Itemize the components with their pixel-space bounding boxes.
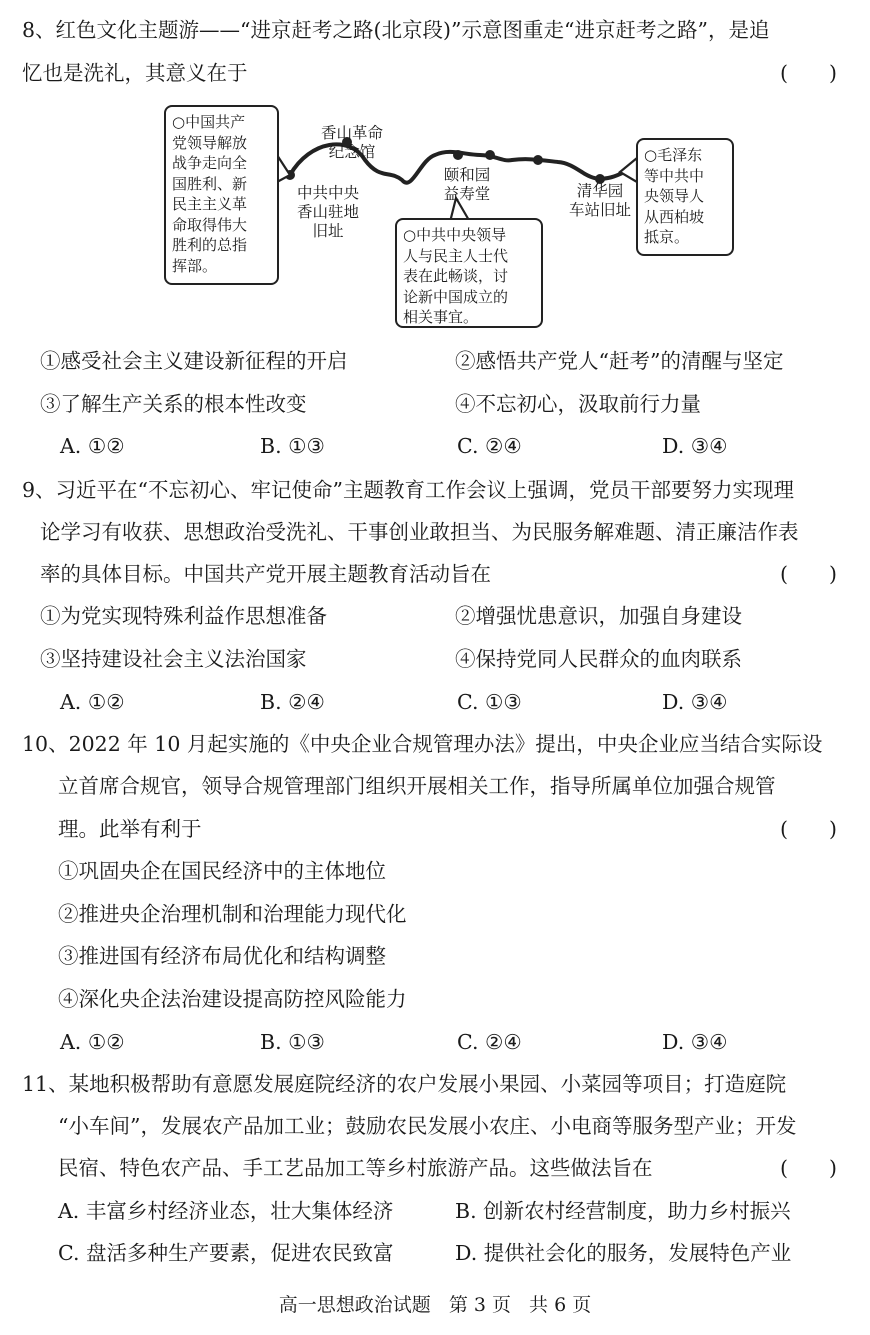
label-xiangshan-memorial: 香山革命 纪念馆 [320, 124, 383, 161]
footer-total-pages: 共 6 页 [529, 1294, 592, 1316]
q8-choice-c: C. ②④ [457, 434, 522, 458]
q10-option-2: ②推进央企治理机制和治理能力现代化 [58, 902, 407, 926]
q8-answer-paren: ( ) [780, 61, 837, 85]
stop-yiheyuan-1 [453, 150, 463, 160]
q10-option-1: ①巩固央企在国民经济中的主体地位 [58, 859, 386, 883]
q8-stem-line1: 8、红色文化主题游——“进京赶考之路(北京段)”示意图重走“进京赶考之路”，是追 [22, 18, 770, 42]
q10-option-3: ③推进国有经济布局优化和结构调整 [58, 944, 386, 968]
note-box-middle: ○中共中央领导 人与民主人士代 表在此畅谈，讨 论新中国成立的 相关事宜。 [395, 218, 543, 328]
q9-option-4: ④保持党同人民群众的血肉联系 [455, 647, 742, 671]
q9-stem-line2: 论学习有收获、思想政治受洗礼、干事创业敢担当、为民服务解难题、清正廉洁作表 [40, 520, 799, 544]
q9-option-3: ③坚持建设社会主义法治国家 [40, 647, 307, 671]
q10-choice-d: D. ③④ [662, 1030, 728, 1054]
q8-stem-line2: 忆也是洗礼，其意义在于 [22, 61, 248, 85]
q9-choice-a: A. ①② [60, 690, 125, 714]
q8-option-2: ②感悟共产党人“赶考”的清醒与坚定 [455, 349, 784, 373]
stop-yiheyuan-2 [485, 150, 495, 160]
q9-choice-b: B. ②④ [260, 690, 325, 714]
q10-choice-b: B. ①③ [260, 1030, 325, 1054]
q8-option-4: ④不忘初心，汲取前行力量 [455, 392, 701, 416]
q11-choice-b: B. 创新农村经营制度，助力乡村振兴 [455, 1199, 791, 1223]
q10-choice-c: C. ②④ [457, 1030, 522, 1054]
page-footer [0, 1290, 870, 1317]
q11-answer-paren: ( ) [780, 1156, 837, 1180]
q9-stem-line1: 9、习近平在“不忘初心、牢记使命”主题教育工作会议上强调，党员干部要努力实现理 [22, 478, 795, 502]
q9-choice-c: C. ①③ [457, 690, 522, 714]
q10-stem-line2: 立首席合规官，领导合规管理部门组织开展相关工作，指导所属单位加强合规管 [58, 774, 776, 798]
q11-choice-c: C. 盘活多种生产要素，促进农民致富 [58, 1241, 394, 1265]
q10-option-4: ④深化央企法治建设提高防控风险能力 [58, 987, 407, 1011]
note-box-right: ○毛泽东 等中共中 央领导人 从西柏坡 抵京。 [636, 138, 734, 256]
q11-choice-d: D. 提供社会化的服务，发展特色产业 [455, 1241, 792, 1265]
note-box-left: ○中国共产 党领导解放 战争走向全 国胜利、新 民主主义革 命取得伟大 胜利的总指 挥部。 [164, 105, 279, 285]
footer-page-number: 第 3 页 [448, 1294, 511, 1316]
q11-stem-line2: “小车间”，发展农产品加工业；鼓励农民发展小农庄、小电商等服务型产业；开发 [58, 1114, 797, 1138]
route-diagram [150, 100, 740, 335]
label-xiangshan-site: 中共中央 香山驻地 旧址 [296, 184, 359, 240]
q9-answer-paren: ( ) [780, 562, 837, 586]
q11-choice-a: A. 丰富乡村经济业态，壮大集体经济 [58, 1199, 394, 1223]
label-yiheyuan: 颐和园 益寿堂 [443, 166, 491, 203]
q11-stem-line3: 民宿、特色农产品、手工艺品加工等乡村旅游产品。这些做法旨在 [58, 1156, 653, 1180]
q8-option-3: ③了解生产关系的根本性改变 [40, 392, 307, 416]
q9-stem-line3: 率的具体目标。中国共产党开展主题教育活动旨在 [40, 562, 491, 586]
footer-subject: 高一思想政治试题 [278, 1294, 431, 1316]
q10-answer-paren: ( ) [780, 817, 837, 841]
q9-choice-d: D. ③④ [662, 690, 728, 714]
stop-mid [533, 155, 543, 165]
q11-stem-line1: 11、某地积极帮助有意愿发展庭院经济的农户发展小果园、小菜园等项目；打造庭院 [22, 1072, 787, 1096]
q10-choice-a: A. ①② [60, 1030, 125, 1054]
q8-choice-b: B. ①③ [260, 434, 325, 458]
q9-option-2: ②增强忧患意识，加强自身建设 [455, 604, 742, 628]
label-qinghua: 清华园 车站旧址 [568, 182, 631, 219]
q10-stem-line3: 理。此举有利于 [58, 817, 202, 841]
q8-choice-d: D. ③④ [662, 434, 728, 458]
q9-option-1: ①为党实现特殊利益作思想准备 [40, 604, 327, 628]
q8-choice-a: A. ①② [60, 434, 125, 458]
q8-option-1: ①感受社会主义建设新征程的开启 [40, 349, 348, 373]
q10-stem-line1: 10、2022 年 10 月起实施的《中央企业合规管理办法》提出，中央企业应当结合实际设 [22, 732, 823, 756]
